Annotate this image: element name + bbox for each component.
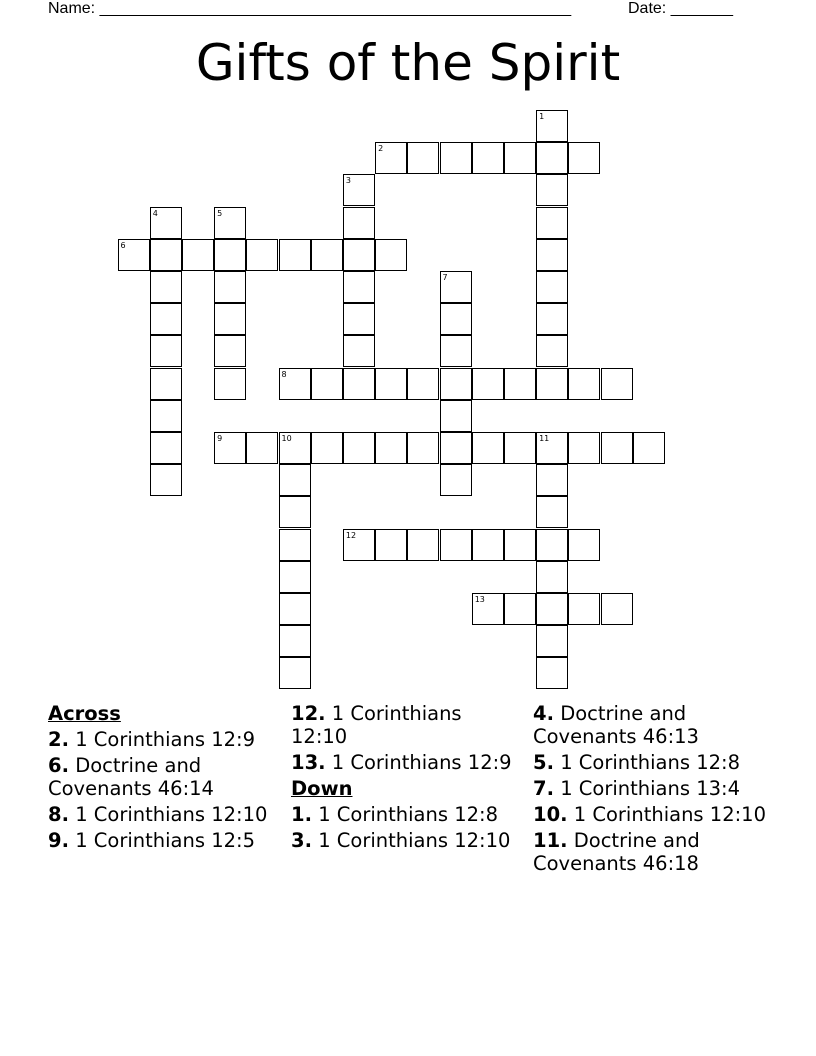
grid-cell[interactable] xyxy=(150,368,182,400)
clue-across-8: 8. 1 Corinthians 12:10 xyxy=(48,803,268,826)
cell-number: 6 xyxy=(120,240,126,250)
clue-across-2: 2. 1 Corinthians 12:9 xyxy=(48,728,256,751)
grid-cell[interactable] xyxy=(375,142,407,174)
across-heading: Across xyxy=(48,702,121,725)
grid-cell[interactable] xyxy=(246,239,278,271)
grid-cell[interactable] xyxy=(536,593,568,625)
grid-cell[interactable] xyxy=(407,432,439,464)
cell-number: 7 xyxy=(442,273,448,282)
grid-cell[interactable] xyxy=(375,529,407,561)
name-line: Name: _____________________________________________________ xyxy=(48,0,572,17)
grid-cell[interactable] xyxy=(375,239,407,271)
grid-cell[interactable] xyxy=(214,207,246,239)
down-heading: Down xyxy=(291,777,353,800)
grid-cell[interactable] xyxy=(633,432,665,464)
grid-cell[interactable] xyxy=(536,368,568,400)
grid-cell[interactable] xyxy=(536,496,568,528)
grid-cell[interactable] xyxy=(601,432,633,464)
grid-cell[interactable] xyxy=(343,174,375,206)
grid-cell[interactable] xyxy=(536,239,568,271)
grid-cell[interactable] xyxy=(279,432,311,464)
clue-down-5: 5. 1 Corinthians 12:8 xyxy=(533,751,741,774)
grid-cell[interactable] xyxy=(472,368,504,400)
grid-cell[interactable] xyxy=(536,657,568,689)
cell-number: 5 xyxy=(217,208,223,218)
grid-cell[interactable] xyxy=(375,432,407,464)
grid-cell[interactable] xyxy=(343,303,375,335)
clue-down-1: 1. 1 Corinthians 12:8 xyxy=(291,803,499,826)
grid-cell[interactable] xyxy=(536,207,568,239)
grid-cell[interactable] xyxy=(150,239,182,271)
grid-cell[interactable] xyxy=(214,335,246,367)
cell-number: 9 xyxy=(217,434,223,443)
clue-down-10: 10. 1 Corinthians 12:10 xyxy=(533,803,766,826)
grid-cell[interactable] xyxy=(472,432,504,464)
grid-cell[interactable] xyxy=(504,142,536,174)
grid-cell[interactable] xyxy=(440,529,472,561)
clue-across-6: 6. Doctrine and Covenants 46:14 xyxy=(48,754,214,800)
grid-cell[interactable] xyxy=(440,303,472,335)
grid-cell[interactable] xyxy=(279,593,311,625)
grid-cell[interactable] xyxy=(150,400,182,432)
grid-cell[interactable] xyxy=(343,335,375,367)
grid-cell[interactable] xyxy=(214,303,246,335)
page-title: Gifts of the Spirit xyxy=(195,34,621,92)
grid-cell[interactable] xyxy=(150,303,182,335)
grid-cell[interactable] xyxy=(472,529,504,561)
grid-cell[interactable] xyxy=(279,529,311,561)
grid-cell[interactable] xyxy=(279,464,311,496)
grid-cell[interactable] xyxy=(536,464,568,496)
grid-cell[interactable] xyxy=(536,142,568,174)
date-line: Date: _______ xyxy=(628,0,733,17)
grid-cell[interactable] xyxy=(536,561,568,593)
grid-cell[interactable] xyxy=(279,625,311,657)
grid-cell[interactable] xyxy=(343,271,375,303)
grid-cell[interactable] xyxy=(440,142,472,174)
grid-cell[interactable] xyxy=(440,368,472,400)
grid-cell[interactable] xyxy=(440,335,472,367)
grid-cell[interactable] xyxy=(182,239,214,271)
grid-cell[interactable] xyxy=(343,529,375,561)
grid-cell[interactable] xyxy=(150,271,182,303)
grid-cell[interactable] xyxy=(343,432,375,464)
grid-cell[interactable] xyxy=(568,368,600,400)
clue-across-12: 12. 1 Corinthians 12:10 xyxy=(291,702,462,748)
grid-cell[interactable] xyxy=(311,432,343,464)
grid-cell[interactable] xyxy=(568,593,600,625)
clue-down-7: 7. 1 Corinthians 13:4 xyxy=(533,777,741,800)
grid-cell[interactable] xyxy=(118,239,150,271)
clues-column-2 xyxy=(291,702,516,855)
cell-number: 10 xyxy=(281,434,292,443)
grid-cell[interactable] xyxy=(343,239,375,271)
grid-cell[interactable] xyxy=(311,368,343,400)
grid-cell[interactable] xyxy=(150,335,182,367)
grid-cell[interactable] xyxy=(279,657,311,689)
grid-cell[interactable] xyxy=(536,529,568,561)
grid-cell[interactable] xyxy=(568,142,600,174)
clues-column-1 xyxy=(48,702,273,855)
cell-number: 13 xyxy=(474,595,485,604)
grid-cell[interactable] xyxy=(440,400,472,432)
grid-cell[interactable] xyxy=(504,368,536,400)
grid-cell[interactable] xyxy=(407,142,439,174)
grid-cell[interactable] xyxy=(246,432,278,464)
grid-cell[interactable] xyxy=(601,593,633,625)
grid-cell[interactable] xyxy=(504,432,536,464)
grid-cell[interactable] xyxy=(214,271,246,303)
clue-across-13: 13. 1 Corinthians 12:9 xyxy=(291,751,512,774)
grid-cell[interactable] xyxy=(375,368,407,400)
cell-number: 2 xyxy=(378,144,384,154)
grid-cell[interactable] xyxy=(568,432,600,464)
grid-cell[interactable] xyxy=(440,432,472,464)
grid-cell[interactable] xyxy=(279,368,311,400)
grid-cell[interactable] xyxy=(343,207,375,239)
grid-cell[interactable] xyxy=(536,432,568,464)
clue-down-4: 4. Doctrine and Covenants 46:13 xyxy=(533,702,699,748)
clues-column-3 xyxy=(533,702,773,878)
grid-cell[interactable] xyxy=(407,529,439,561)
grid-cell[interactable] xyxy=(214,239,246,271)
grid-cell[interactable] xyxy=(150,464,182,496)
grid-cell[interactable] xyxy=(407,368,439,400)
grid-cell[interactable] xyxy=(440,464,472,496)
cell-number: 3 xyxy=(345,176,351,186)
grid-cell[interactable] xyxy=(536,625,568,657)
grid-cell[interactable] xyxy=(150,432,182,464)
grid-cell[interactable] xyxy=(568,529,600,561)
grid-cell[interactable] xyxy=(343,368,375,400)
grid-cell[interactable] xyxy=(504,529,536,561)
grid-cell[interactable] xyxy=(440,271,472,303)
grid-cell[interactable] xyxy=(601,368,633,400)
cell-number: 4 xyxy=(152,208,158,218)
grid-cell[interactable] xyxy=(536,271,568,303)
clue-across-9: 9. 1 Corinthians 12:5 xyxy=(48,829,256,852)
grid-cell[interactable] xyxy=(536,303,568,335)
grid-cell[interactable] xyxy=(504,593,536,625)
grid-cell[interactable] xyxy=(279,239,311,271)
grid-cell[interactable] xyxy=(279,561,311,593)
cell-number: 1 xyxy=(539,112,545,121)
grid-cell[interactable] xyxy=(472,142,504,174)
grid-cell[interactable] xyxy=(536,110,568,142)
grid-cell[interactable] xyxy=(472,593,504,625)
grid-cell[interactable] xyxy=(536,335,568,367)
grid-cell[interactable] xyxy=(311,239,343,271)
grid-cell[interactable] xyxy=(214,368,246,400)
grid-cell[interactable] xyxy=(214,432,246,464)
grid-cell[interactable] xyxy=(536,174,568,206)
cell-number: 12 xyxy=(345,530,357,540)
clue-down-3: 3. 1 Corinthians 12:10 xyxy=(291,829,511,852)
cell-number: 11 xyxy=(539,434,550,443)
clue-down-11: 11. Doctrine and Covenants 46:18 xyxy=(533,829,700,875)
cell-number: 8 xyxy=(281,369,287,379)
grid-cell[interactable] xyxy=(150,207,182,239)
grid-cell[interactable] xyxy=(279,496,311,528)
